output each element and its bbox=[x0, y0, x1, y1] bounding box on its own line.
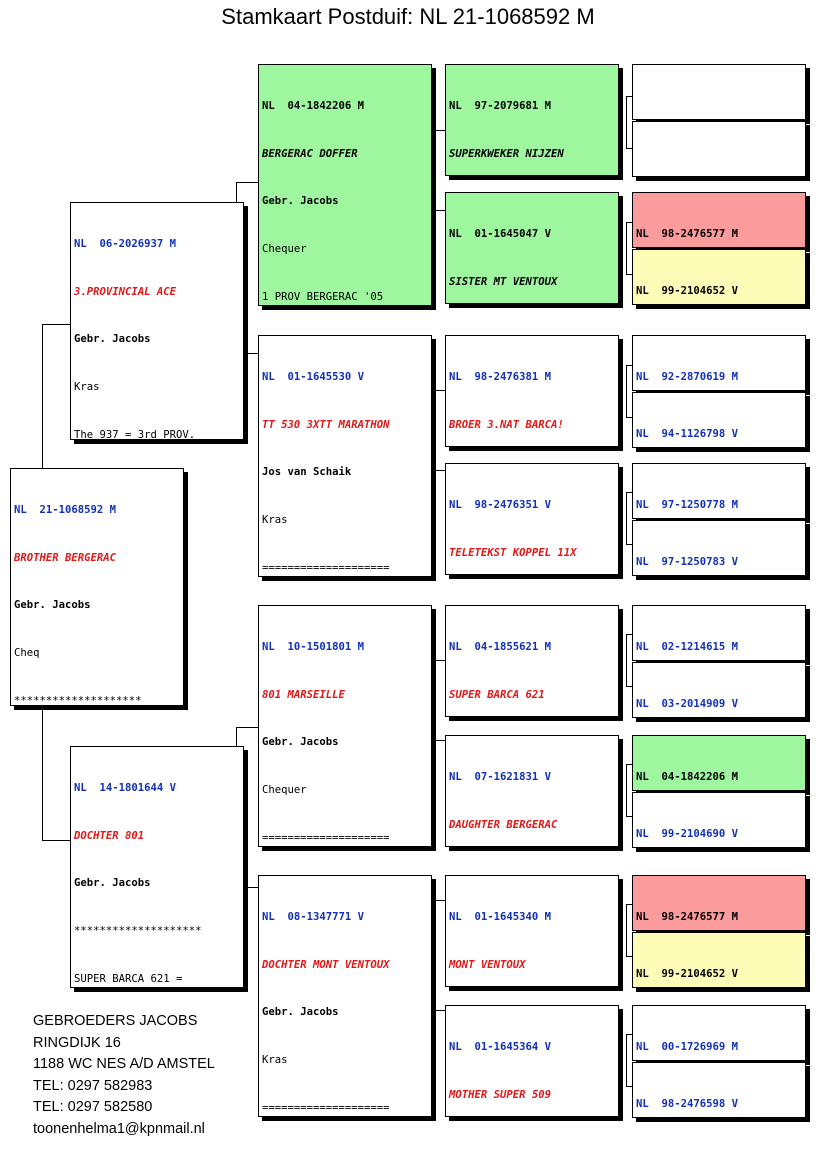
g5-card-5[interactable] bbox=[632, 335, 806, 391]
phone-1: TEL: 0297 582983 bbox=[33, 1077, 153, 1094]
mmf-card[interactable] bbox=[445, 875, 619, 987]
ring-number: NL 99-2104652 V bbox=[636, 967, 739, 980]
connector-line bbox=[626, 492, 627, 544]
fff-card[interactable] bbox=[445, 64, 619, 176]
ring-number: NL 21-1068592 M bbox=[14, 503, 117, 516]
g5-card-13[interactable] bbox=[632, 875, 806, 931]
pigeon-name: MONT VENTOUX bbox=[449, 958, 526, 971]
note-line: ==================== bbox=[262, 561, 390, 574]
g5-card-15[interactable] bbox=[632, 1005, 806, 1061]
connector-line bbox=[626, 904, 627, 956]
email[interactable]: toonenhelma1@kpnmail.nl bbox=[33, 1120, 205, 1137]
phone-2: TEL: 0297 582580 bbox=[33, 1099, 153, 1116]
g5-card-7[interactable] bbox=[632, 463, 806, 519]
connector-line bbox=[626, 365, 627, 417]
ring-number: NL 03-2014909 V bbox=[636, 697, 739, 710]
street: RINGDIJK 16 bbox=[33, 1034, 121, 1051]
ring-number: NL 01-1645340 M bbox=[449, 910, 552, 923]
father-card[interactable] bbox=[70, 202, 244, 440]
ring-number: NL 99-2104690 V bbox=[636, 827, 739, 840]
connector-line bbox=[434, 470, 445, 471]
g5-card-1[interactable] bbox=[632, 64, 806, 120]
note-line: Kras bbox=[262, 1053, 288, 1066]
pigeon-name: BROTHER BERGERAC bbox=[14, 551, 117, 564]
page-title: Stamkaart Postduif: NL 21-1068592 M bbox=[221, 4, 595, 29]
fmf-card[interactable] bbox=[445, 335, 619, 447]
ring-number: NL 10-1501801 M bbox=[262, 640, 365, 653]
ring-number: NL 04-1842206 M bbox=[636, 770, 739, 783]
note-line: Chequer bbox=[262, 242, 307, 255]
g5-card-6[interactable] bbox=[632, 392, 806, 448]
note-line: Kras bbox=[262, 513, 288, 526]
ring-number: NL 98-2476577 M bbox=[636, 910, 739, 923]
connector-line bbox=[434, 130, 445, 131]
fmm-card[interactable] bbox=[445, 463, 619, 575]
ring-number: NL 06-2026937 M bbox=[74, 237, 177, 250]
connector-line bbox=[626, 1034, 627, 1086]
mother-card[interactable] bbox=[70, 746, 244, 988]
note-line: SUPER BARCA 621 = bbox=[74, 972, 183, 985]
ring-number: NL 92-2870619 M bbox=[636, 370, 739, 383]
pigeon-name: SUPERKWEKER NIJZEN bbox=[449, 147, 564, 160]
ring-number bbox=[636, 99, 802, 115]
connector-line bbox=[434, 900, 445, 901]
ring-number: NL 08-1347771 V bbox=[262, 910, 365, 923]
g5-card-14[interactable] bbox=[632, 932, 806, 988]
g5-card-3[interactable] bbox=[632, 192, 806, 248]
pigeon-name: SISTER MT VENTOUX bbox=[449, 275, 558, 288]
ring-number: NL 98-2476577 M bbox=[636, 227, 739, 240]
note-line: Chequer bbox=[262, 783, 307, 796]
connector-line bbox=[434, 390, 445, 391]
connector-line bbox=[626, 634, 627, 686]
ring-number: NL 97-2079681 M bbox=[449, 99, 552, 112]
connector-line bbox=[236, 182, 258, 183]
g5-card-10[interactable] bbox=[632, 662, 806, 718]
mf-card[interactable] bbox=[258, 605, 432, 847]
pigeon-name: TT 530 3XTT MARATHON bbox=[262, 418, 390, 431]
owner: Gebr. Jacobs bbox=[262, 195, 339, 208]
city: 1188 WC NES A/D AMSTEL bbox=[33, 1056, 215, 1073]
connector-line bbox=[42, 706, 43, 840]
connector-line bbox=[42, 324, 43, 470]
owner: Gebr. Jacobs bbox=[14, 599, 91, 612]
mff-card[interactable] bbox=[445, 605, 619, 717]
connector-line bbox=[626, 764, 627, 816]
g5-card-8[interactable] bbox=[632, 520, 806, 576]
subject-card[interactable] bbox=[10, 468, 184, 706]
connector-line bbox=[236, 727, 258, 728]
g5-card-4[interactable] bbox=[632, 249, 806, 305]
ring-number: NL 01-1645047 V bbox=[449, 227, 552, 240]
g5-card-12[interactable] bbox=[632, 792, 806, 848]
connector-line bbox=[434, 660, 435, 740]
ff-card[interactable] bbox=[258, 64, 432, 306]
note-line: ******************** bbox=[74, 924, 202, 937]
ring-number: NL 97-1250778 M bbox=[636, 498, 739, 511]
fm-card[interactable] bbox=[258, 335, 432, 577]
mmm-card[interactable] bbox=[445, 1005, 619, 1117]
owner: Gebr. Jacobs bbox=[74, 877, 151, 890]
mfm-card[interactable] bbox=[445, 735, 619, 847]
note-line: ==================== bbox=[262, 1101, 390, 1114]
g5-card-9[interactable] bbox=[632, 605, 806, 661]
ring-number: NL 94-1126798 V bbox=[636, 427, 739, 440]
pigeon-name: DAUGHTER BERGERAC bbox=[449, 818, 558, 831]
ring-number: NL 98-2476351 V bbox=[449, 498, 552, 511]
pigeon-name: BERGERAC DOFFER bbox=[262, 147, 358, 160]
g5-card-16[interactable] bbox=[632, 1062, 806, 1118]
owner: Gebr. Jacobs bbox=[262, 736, 339, 749]
connector-line bbox=[626, 222, 627, 274]
ring-number: NL 01-1645530 V bbox=[262, 370, 365, 383]
note-line: Kras bbox=[74, 380, 100, 393]
breeder-address bbox=[33, 1011, 215, 1141]
connector-line bbox=[434, 390, 435, 470]
connector-line bbox=[42, 840, 70, 841]
breeder-name: GEBROEDERS JACOBS bbox=[33, 1013, 198, 1029]
connector-line bbox=[434, 740, 445, 741]
ring-number bbox=[636, 156, 802, 172]
connector-line bbox=[434, 130, 435, 210]
connector-line bbox=[246, 353, 258, 354]
owner: Jos van Schaik bbox=[262, 466, 352, 479]
owner: Gebr. Jacobs bbox=[74, 333, 151, 346]
pigeon-name: SUPER BARCA 621 bbox=[449, 688, 545, 701]
note-line: 1 PROV BERGERAC '05 bbox=[262, 290, 384, 303]
note-line: Cheq bbox=[14, 646, 40, 659]
ring-number: NL 14-1801644 V bbox=[74, 781, 177, 794]
pigeon-name: TELETEKST KOPPEL 11X bbox=[449, 546, 577, 559]
ring-number: NL 01-1645364 V bbox=[449, 1040, 552, 1053]
pigeon-name: BROER 3.NAT BARCA! bbox=[449, 418, 564, 431]
ring-number: NL 98-2476598 V bbox=[636, 1097, 739, 1110]
owner: Gebr. Jacobs bbox=[262, 1006, 339, 1019]
note-line: The 937 = 3rd PROV. bbox=[74, 428, 196, 440]
ring-number: NL 07-1621831 V bbox=[449, 770, 552, 783]
pigeon-name: 3.PROVINCIAL ACE bbox=[74, 285, 177, 298]
connector-line bbox=[626, 96, 627, 148]
ring-number: NL 98-2476381 M bbox=[449, 370, 552, 383]
pigeon-name: DOCHTER MONT VENTOUX bbox=[262, 958, 390, 971]
ring-number: NL 04-1855621 M bbox=[449, 640, 552, 653]
g5-card-2[interactable] bbox=[632, 121, 806, 177]
connector-line bbox=[434, 210, 445, 211]
ring-number: NL 04-1842206 M bbox=[262, 99, 365, 112]
connector-line bbox=[434, 1010, 445, 1011]
pigeon-name: DOCHTER 801 bbox=[74, 829, 145, 842]
connector-line bbox=[434, 660, 445, 661]
connector-line bbox=[434, 900, 435, 1010]
pigeon-name: 801 MARSEILLE bbox=[262, 688, 345, 701]
note-line: ==================== bbox=[262, 831, 390, 844]
connector-line bbox=[42, 324, 70, 325]
ring-number: NL 02-1214615 M bbox=[636, 640, 739, 653]
ring-number: NL 00-1726969 M bbox=[636, 1040, 739, 1053]
ffm-card[interactable] bbox=[445, 192, 619, 304]
g5-card-11[interactable] bbox=[632, 735, 806, 791]
pigeon-name: MOTHER SUPER 509 bbox=[449, 1088, 552, 1101]
ring-number: NL 99-2104652 V bbox=[636, 284, 739, 297]
ring-number: NL 97-1250783 V bbox=[636, 555, 739, 568]
mm-card[interactable] bbox=[258, 875, 432, 1117]
note-line: ******************** bbox=[14, 694, 142, 706]
